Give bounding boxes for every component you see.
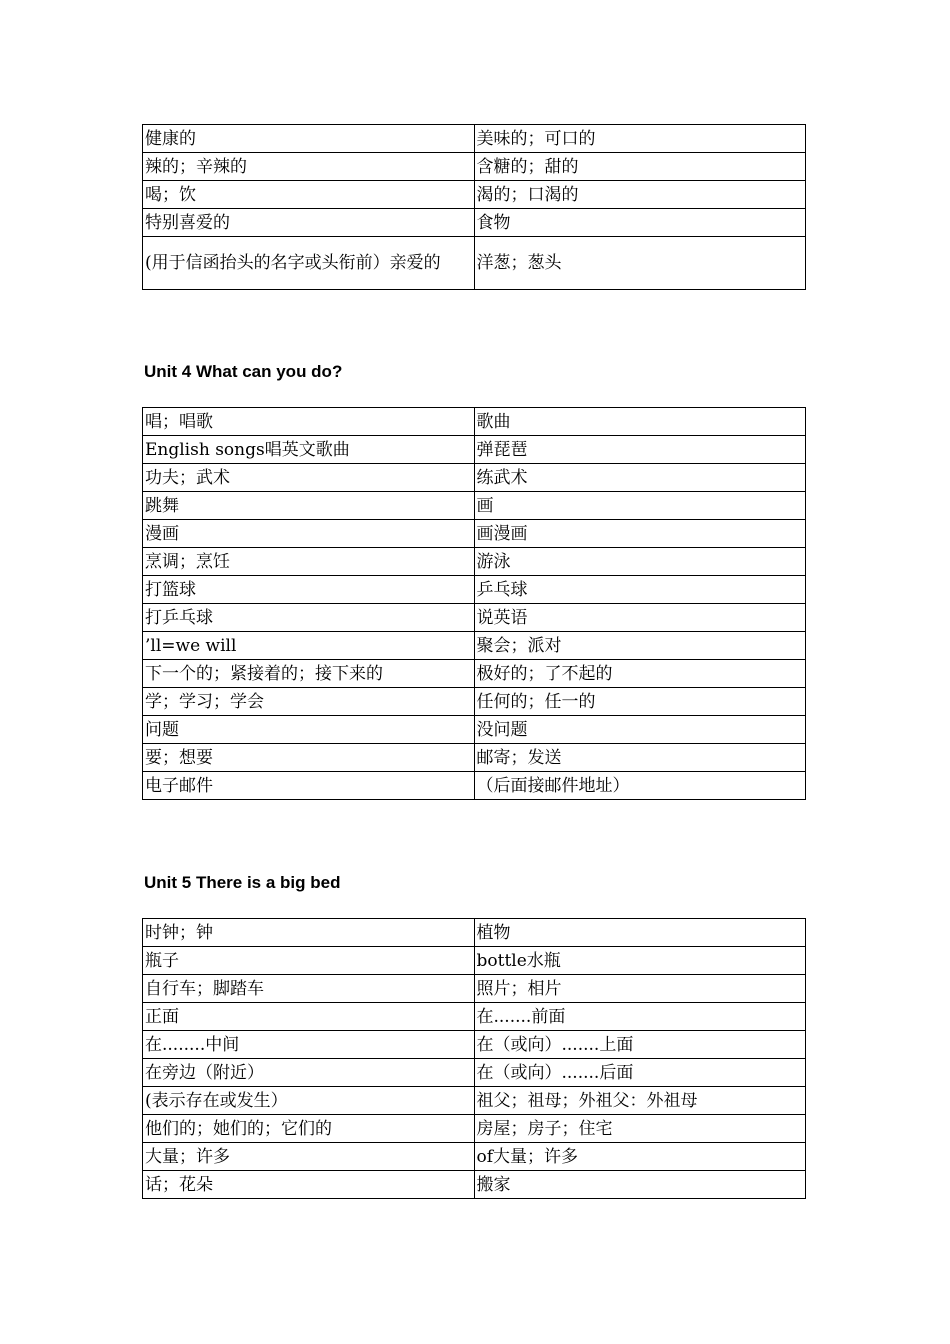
table-cell-left: 特别喜爱的 (143, 209, 475, 237)
table-cell-right: （后面接邮件地址） (474, 772, 806, 800)
table-cell-right: 搬家 (474, 1171, 806, 1199)
table-cell-right: 游泳 (474, 548, 806, 576)
table-row (143, 632, 806, 660)
table-row (143, 660, 806, 688)
table-cell-left: 在旁边（附近） (143, 1059, 475, 1087)
table-row (143, 1031, 806, 1059)
table-row (143, 209, 806, 237)
table-row (143, 604, 806, 632)
table-row (143, 772, 806, 800)
table-row (143, 975, 806, 1003)
table-row (143, 1143, 806, 1171)
table-cell-right: 说英语 (474, 604, 806, 632)
table-cell-right: 歌曲 (474, 408, 806, 436)
table-cell-right: 任何的；任一的 (474, 688, 806, 716)
table-cell-left: 打乒乓球 (143, 604, 475, 632)
table-cell-right: 食物 (474, 209, 806, 237)
table-row (143, 1059, 806, 1087)
table-cell-left: 在........中间 (143, 1031, 475, 1059)
table-cell-right: 在.......前面 (474, 1003, 806, 1031)
unit-4-heading: Unit 4 What can you do? (144, 362, 343, 381)
table-row (143, 153, 806, 181)
table-row (143, 492, 806, 520)
table-row (143, 520, 806, 548)
table-cell-right: 房屋；房子；住宅 (474, 1115, 806, 1143)
table-row (143, 1003, 806, 1031)
table-cell-right: 练武术 (474, 464, 806, 492)
table-cell-left: 问题 (143, 716, 475, 744)
table-cell-right: 洋葱；葱头 (474, 237, 806, 290)
table-cell-right: 画 (474, 492, 806, 520)
table-cell-right: 邮寄；发送 (474, 744, 806, 772)
table-row (143, 548, 806, 576)
table-cell-right: bottle水瓶 (474, 947, 806, 975)
table-row (143, 125, 806, 153)
table-cell-left: ’ll=we will (143, 632, 475, 660)
table-cell-left: English songs唱英文歌曲 (143, 436, 475, 464)
table-cell-right: 极好的；了不起的 (474, 660, 806, 688)
table-cell-right: 照片；相片 (474, 975, 806, 1003)
table-row (143, 947, 806, 975)
table-cell-right: 植物 (474, 919, 806, 947)
table-cell-left: 时钟；钟 (143, 919, 475, 947)
table-cell-right: 在（或向）.......上面 (474, 1031, 806, 1059)
table-cell-left: 跳舞 (143, 492, 475, 520)
table-cell-left: 下一个的；紧接着的；接下来的 (143, 660, 475, 688)
table-cell-left: 他们的；她们的；它们的 (143, 1115, 475, 1143)
table-cell-left: 喝；饮 (143, 181, 475, 209)
table-cell-right: of大量；许多 (474, 1143, 806, 1171)
table-cell-left: 辣的；辛辣的 (143, 153, 475, 181)
table-cell-right: 美味的；可口的 (474, 125, 806, 153)
table-cell-right: 渴的；口渴的 (474, 181, 806, 209)
table-cell-right: 画漫画 (474, 520, 806, 548)
table-cell-left: 健康的 (143, 125, 475, 153)
table-cell-left: 学；学习；学会 (143, 688, 475, 716)
table-cell-left: 烹调；烹饪 (143, 548, 475, 576)
table-cell-right: 祖父；祖母；外祖父：外祖母 (474, 1087, 806, 1115)
table-cell-left: (用于信函抬头的名字或头衔前）亲爱的 (143, 237, 475, 290)
table-cell-left: 唱；唱歌 (143, 408, 475, 436)
table-row (143, 464, 806, 492)
table-cell-left: 漫画 (143, 520, 475, 548)
table-cell-left: 大量；许多 (143, 1143, 475, 1171)
table-row (143, 576, 806, 604)
table-cell-left: (表示存在或发生） (143, 1087, 475, 1115)
vocab-table-unit-4 (142, 407, 806, 800)
table-row (143, 688, 806, 716)
table-row (143, 744, 806, 772)
table-cell-right: 含糖的；甜的 (474, 153, 806, 181)
table-cell-right: 乒乓球 (474, 576, 806, 604)
table-cell-right: 没问题 (474, 716, 806, 744)
table-cell-left: 电子邮件 (143, 772, 475, 800)
table-cell-right: 聚会；派对 (474, 632, 806, 660)
table-row (143, 716, 806, 744)
table-row (143, 181, 806, 209)
unit-5-heading: Unit 5 There is a big bed (144, 873, 341, 892)
table-row (143, 237, 806, 290)
table-cell-left: 正面 (143, 1003, 475, 1031)
table-row (143, 436, 806, 464)
table-row (143, 408, 806, 436)
table-cell-left: 功夫；武术 (143, 464, 475, 492)
table-cell-left: 瓶子 (143, 947, 475, 975)
table-cell-left: 话；花朵 (143, 1171, 475, 1199)
table-cell-right: 在（或向）.......后面 (474, 1059, 806, 1087)
vocab-table-unit-5 (142, 918, 806, 1199)
table-row (143, 1171, 806, 1199)
vocab-table-food (142, 124, 806, 290)
table-row (143, 919, 806, 947)
table-cell-right: 弹琵琶 (474, 436, 806, 464)
table-row (143, 1115, 806, 1143)
table-cell-left: 要；想要 (143, 744, 475, 772)
table-cell-left: 自行车；脚踏车 (143, 975, 475, 1003)
table-cell-left: 打篮球 (143, 576, 475, 604)
table-row (143, 1087, 806, 1115)
